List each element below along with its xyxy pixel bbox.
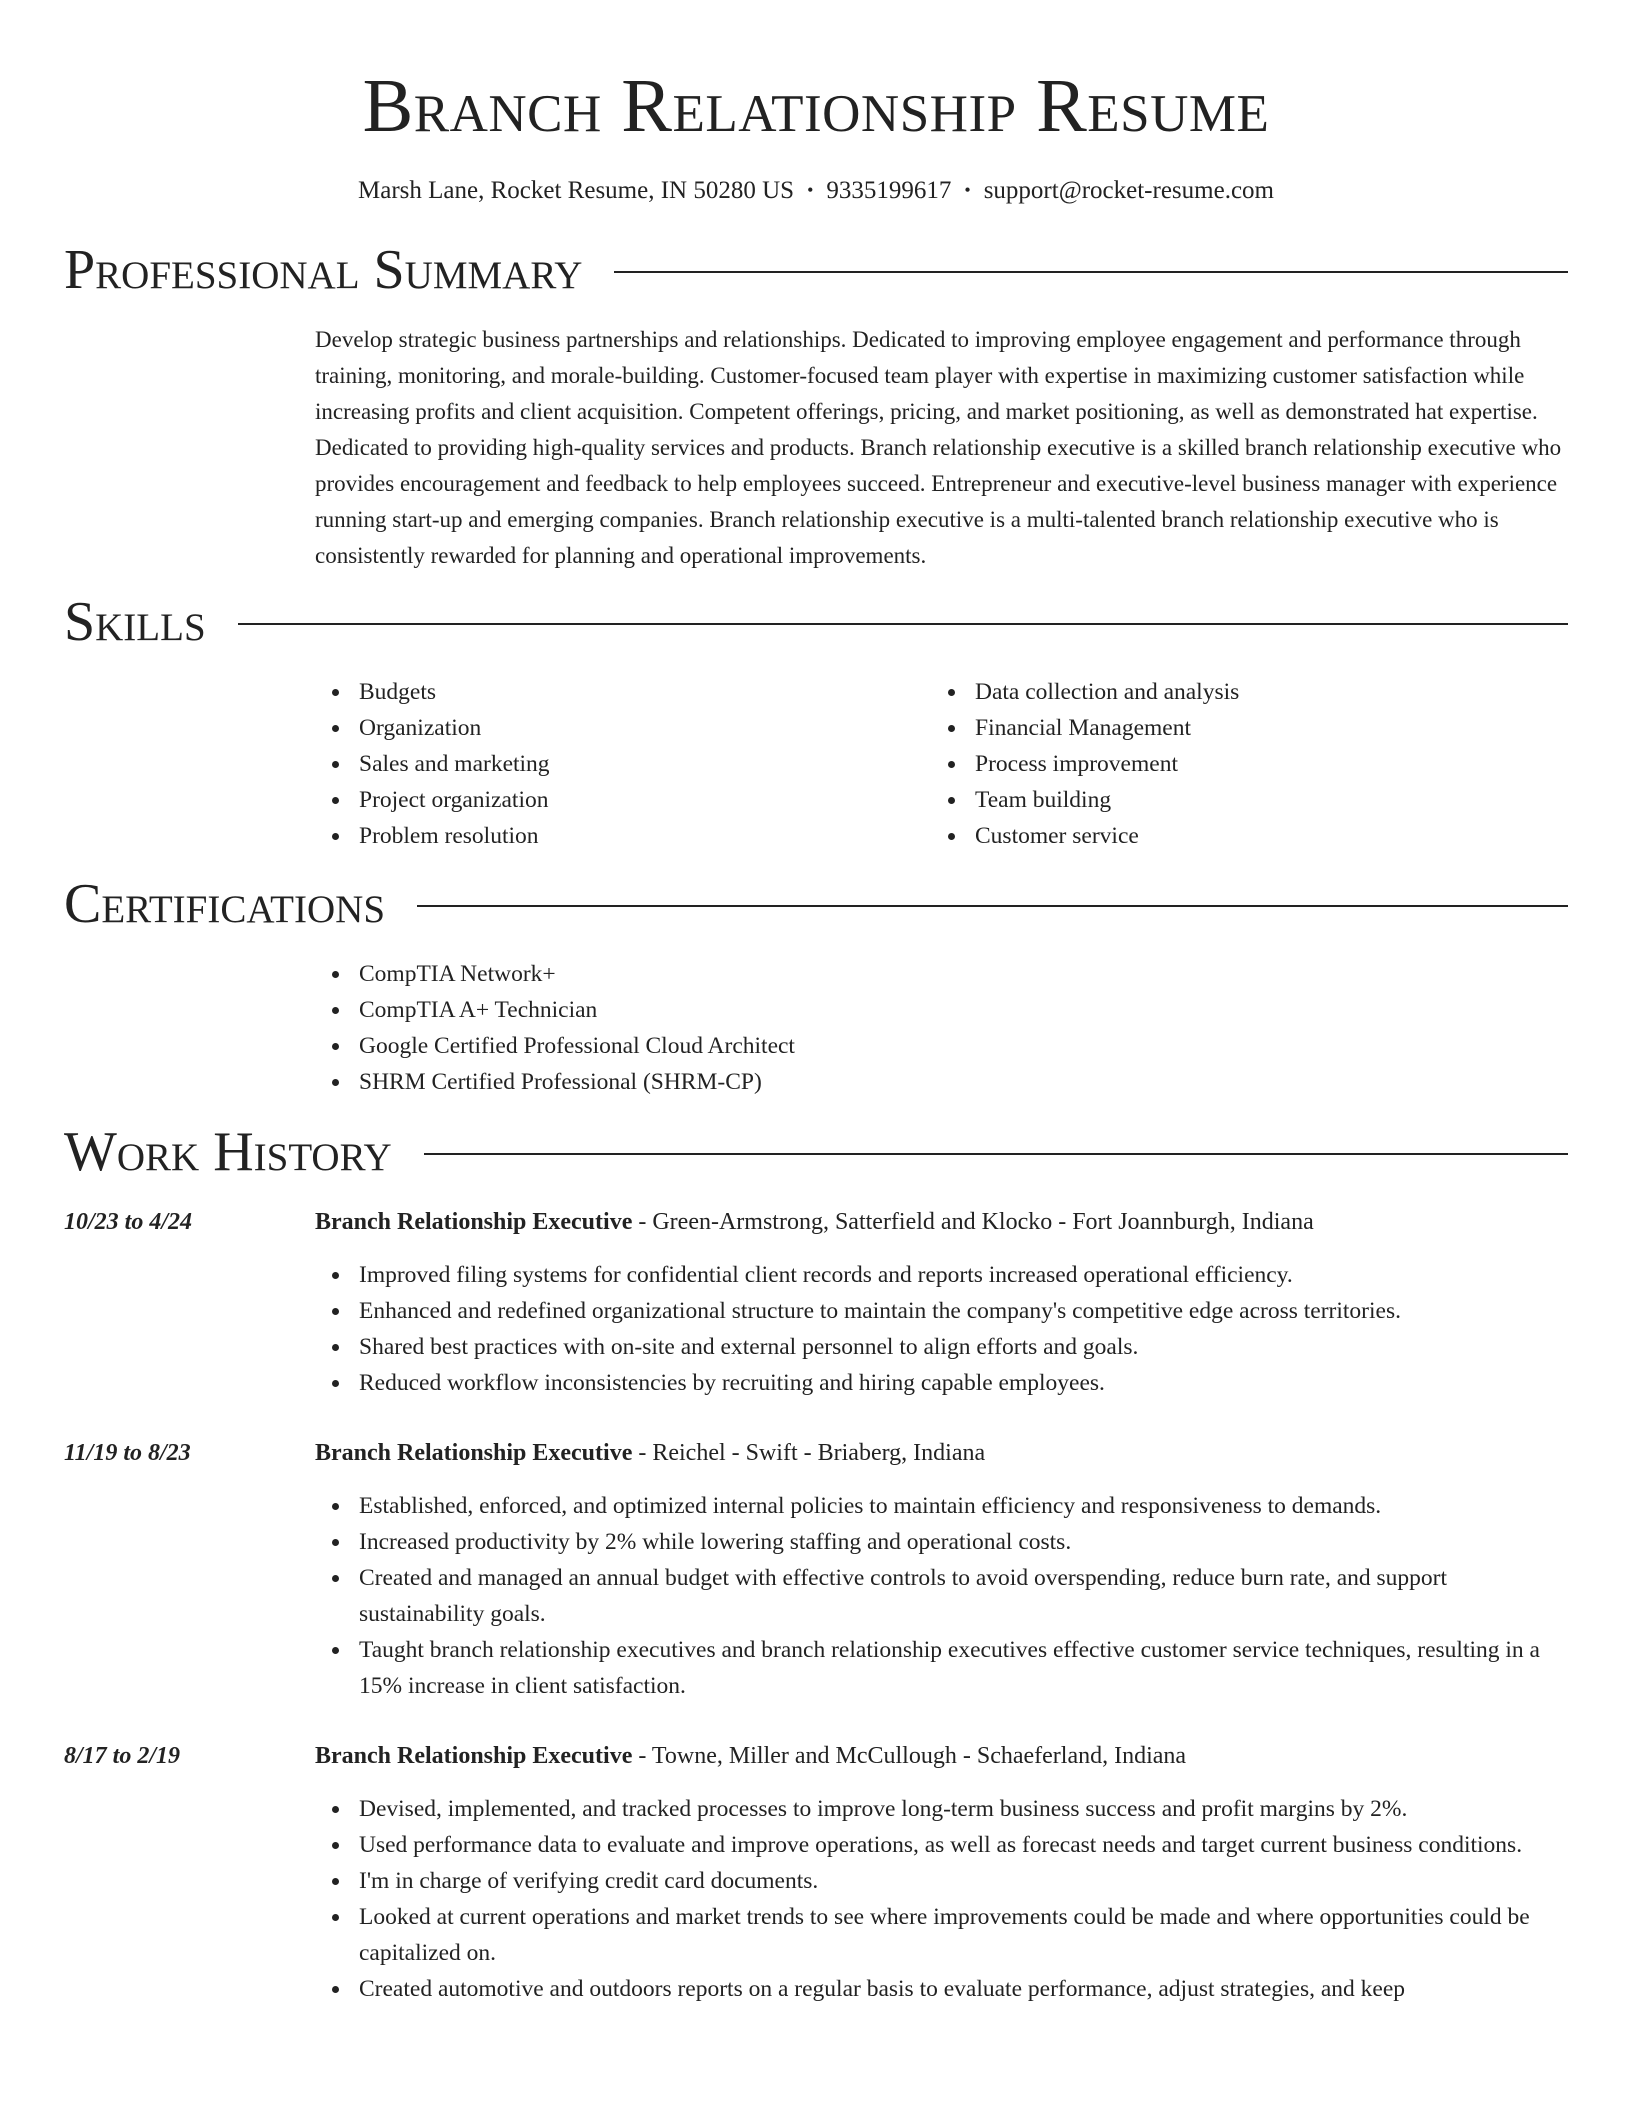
skills-list bbox=[315, 674, 1568, 854]
job-bullet-text: Taught branch relationship executives and branch relationship executives effective customer service techniques, resulting in a 15% increase in client satisfaction. bbox=[359, 1637, 1540, 1699]
bullet-dot bbox=[332, 1380, 339, 1387]
skill-label: Team building bbox=[975, 787, 1112, 813]
section-divider bbox=[417, 905, 1568, 907]
certification-label: SHRM Certified Professional (SHRM-CP) bbox=[359, 1069, 762, 1095]
job-header bbox=[64, 1738, 1568, 1774]
skill-label: Organization bbox=[359, 715, 482, 741]
bullet-dot bbox=[332, 797, 339, 804]
bullet-dot bbox=[332, 1575, 339, 1582]
job-bullet bbox=[315, 1791, 1568, 1827]
job-bullet bbox=[315, 1257, 1568, 1293]
job-bullet bbox=[315, 1293, 1568, 1329]
bullet-dot bbox=[332, 1878, 339, 1885]
section-header-skills bbox=[64, 590, 1568, 654]
skill-label: Process improvement bbox=[975, 751, 1178, 777]
contact-line bbox=[64, 174, 1568, 207]
job-bullet-text: I'm in charge of verifying credit card documents. bbox=[359, 1868, 819, 1894]
job-title: Branch Relationship Executive bbox=[315, 1209, 633, 1235]
skill-item bbox=[315, 746, 931, 782]
bullet-dot bbox=[332, 1308, 339, 1315]
job-bullet bbox=[315, 1560, 1568, 1632]
contact-separator: • bbox=[807, 180, 814, 200]
job-bullet-text: Devised, implemented, and tracked processes to improve long-term business success and profit margins by 2%. bbox=[359, 1796, 1408, 1822]
job-bullet-text: Looked at current operations and market trends to see where improvements could be made and where opportunities could be capitalized on. bbox=[359, 1904, 1530, 1966]
bullet-dot bbox=[332, 1806, 339, 1813]
job-title: Branch Relationship Executive bbox=[315, 1743, 633, 1769]
section-header-summary bbox=[64, 238, 1568, 302]
job-bullet bbox=[315, 1365, 1568, 1401]
bullet-dot bbox=[332, 833, 339, 840]
certification-label: CompTIA Network+ bbox=[359, 961, 556, 987]
skill-item bbox=[315, 710, 931, 746]
bullet-dot bbox=[948, 689, 955, 696]
bullet-dot bbox=[332, 1842, 339, 1849]
bullet-dot bbox=[948, 725, 955, 732]
bullet-dot bbox=[332, 1914, 339, 1921]
section-header-work-history bbox=[64, 1120, 1568, 1184]
section-divider bbox=[424, 1153, 1568, 1155]
contact-address: Marsh Lane, Rocket Resume, IN 50280 US bbox=[358, 177, 795, 204]
job-bullets bbox=[315, 1257, 1568, 1401]
bullet-dot bbox=[332, 1503, 339, 1510]
skill-label: Data collection and analysis bbox=[975, 679, 1240, 705]
job-bullet bbox=[315, 1524, 1568, 1560]
job-bullet bbox=[315, 1899, 1568, 1971]
skill-label: Sales and marketing bbox=[359, 751, 550, 777]
job-bullet bbox=[315, 1329, 1568, 1365]
skill-label: Customer service bbox=[975, 823, 1139, 849]
bullet-dot bbox=[948, 797, 955, 804]
bullet-dot bbox=[332, 1539, 339, 1546]
skills-column-right bbox=[931, 674, 1547, 854]
job-bullet-text: Reduced workflow inconsistencies by recruiting and hiring capable employees. bbox=[359, 1370, 1105, 1396]
bullet-dot bbox=[332, 1043, 339, 1050]
bullet-dot bbox=[332, 1986, 339, 1993]
bullet-dot bbox=[948, 833, 955, 840]
job-entry bbox=[64, 1738, 1568, 2007]
job-header bbox=[64, 1204, 1568, 1240]
skill-item bbox=[931, 746, 1547, 782]
job-bullets bbox=[315, 1791, 1568, 2007]
job-bullet-text: Created automotive and outdoors reports on a regular basis to evaluate performance, adjust strategies, and keep bbox=[359, 1976, 1406, 2002]
job-bullet bbox=[315, 1632, 1568, 1704]
skill-item bbox=[931, 782, 1547, 818]
job-bullet-text: Used performance data to evaluate and improve operations, as well as forecast needs and target current business conditions. bbox=[359, 1832, 1523, 1858]
job-entry bbox=[64, 1435, 1568, 1704]
job-bullets bbox=[315, 1488, 1568, 1704]
bullet-dot bbox=[332, 725, 339, 732]
contact-email: support@rocket-resume.com bbox=[983, 177, 1274, 204]
bullet-dot bbox=[332, 1007, 339, 1014]
job-dates: 8/17 to 2/19 bbox=[64, 1743, 181, 1769]
skill-item bbox=[931, 818, 1547, 854]
section-divider bbox=[238, 623, 1568, 625]
job-entry bbox=[64, 1204, 1568, 1401]
section-heading: Skills bbox=[64, 591, 206, 653]
job-bullet-text: Created and managed an annual budget with effective controls to avoid overspending, reduce burn rate, and support sustainability goals. bbox=[359, 1565, 1448, 1627]
certification-label: CompTIA A+ Technician bbox=[359, 997, 598, 1023]
certification-item bbox=[315, 992, 1568, 1028]
job-company-location: - Reichel - Swift - Briaberg, Indiana bbox=[632, 1440, 986, 1466]
section-heading: Professional Summary bbox=[64, 239, 583, 301]
job-header bbox=[64, 1435, 1568, 1471]
job-title: Branch Relationship Executive bbox=[315, 1440, 633, 1466]
skill-item bbox=[931, 710, 1547, 746]
bullet-dot bbox=[332, 1079, 339, 1086]
job-company-location: - Green-Armstrong, Satterfield and Klocko - Fort Joannburgh, Indiana bbox=[632, 1209, 1314, 1235]
skill-label: Financial Management bbox=[975, 715, 1191, 741]
bullet-dot bbox=[332, 1344, 339, 1351]
contact-separator: • bbox=[964, 180, 971, 200]
job-dates: 11/19 to 8/23 bbox=[64, 1440, 191, 1466]
section-heading: Work History bbox=[64, 1121, 392, 1183]
skill-item bbox=[315, 674, 931, 710]
job-title-line bbox=[315, 1204, 1314, 1240]
bullet-dot bbox=[332, 1272, 339, 1279]
certification-item bbox=[315, 1064, 1568, 1100]
resume-title: Branch Relationship Resume bbox=[362, 64, 1270, 148]
section-divider bbox=[614, 271, 1568, 273]
skill-label: Problem resolution bbox=[359, 823, 539, 849]
summary-text: Develop strategic business partnerships and relationships. Dedicated to improving employee engagement and performance through training, monitoring, and morale-building. Customer-focused team player with expertise in maximizing customer satisfaction while increasing profits and client acquisition. Competent offerings, pricing, and market positioning, as well as demonstrated hat expertise. Dedicated to providing high-quality services and products. Branch relationship executive is a skilled branch relationship executive who provides encouragement and feedback to help employees succeed. Entrepreneur and executive-level business manager with experience running start-up and emerging companies. Branch relationship executive is a multi-talented branch relationship executive who is consistently rewarded for planning and operational improvements. bbox=[315, 327, 1562, 568]
contact-phone: 9335199617 bbox=[826, 177, 952, 204]
job-title-line bbox=[315, 1435, 985, 1471]
bullet-dot bbox=[948, 761, 955, 768]
job-dates: 10/23 to 4/24 bbox=[64, 1209, 193, 1235]
bullet-dot bbox=[332, 971, 339, 978]
bullet-dot bbox=[332, 1647, 339, 1654]
skill-item bbox=[315, 818, 931, 854]
skill-item bbox=[315, 782, 931, 818]
job-bullet bbox=[315, 1488, 1568, 1524]
bullet-dot bbox=[332, 761, 339, 768]
job-title-line bbox=[315, 1738, 1186, 1774]
job-bullet-text: Increased productivity by 2% while lowering staffing and operational costs. bbox=[359, 1529, 1072, 1555]
job-company-location: - Towne, Miller and McCullough - Schaeferland, Indiana bbox=[632, 1743, 1187, 1769]
job-bullet bbox=[315, 1971, 1568, 2007]
summary-body bbox=[315, 322, 1568, 574]
skills-column-left bbox=[315, 674, 931, 854]
job-bullet-text: Enhanced and redefined organizational structure to maintain the company's competitive edge across territories. bbox=[359, 1298, 1401, 1324]
job-bullet-text: Shared best practices with on-site and external personnel to align efforts and goals. bbox=[359, 1334, 1139, 1360]
certification-label: Google Certified Professional Cloud Architect bbox=[359, 1033, 795, 1059]
job-bullet bbox=[315, 1863, 1568, 1899]
job-bullet-text: Improved filing systems for confidential client records and reports increased operational efficiency. bbox=[359, 1262, 1293, 1288]
section-heading: Certifications bbox=[64, 873, 386, 935]
skill-label: Project organization bbox=[359, 787, 549, 813]
certifications-list bbox=[315, 956, 1568, 1100]
skill-label: Budgets bbox=[359, 679, 437, 705]
certification-item bbox=[315, 1028, 1568, 1064]
job-bullet-text: Established, enforced, and optimized internal policies to maintain efficiency and responsiveness to demands. bbox=[359, 1493, 1382, 1519]
skill-item bbox=[931, 674, 1547, 710]
bullet-dot bbox=[332, 689, 339, 696]
job-bullet bbox=[315, 1827, 1568, 1863]
certification-item bbox=[315, 956, 1568, 992]
section-header-certifications bbox=[64, 872, 1568, 936]
